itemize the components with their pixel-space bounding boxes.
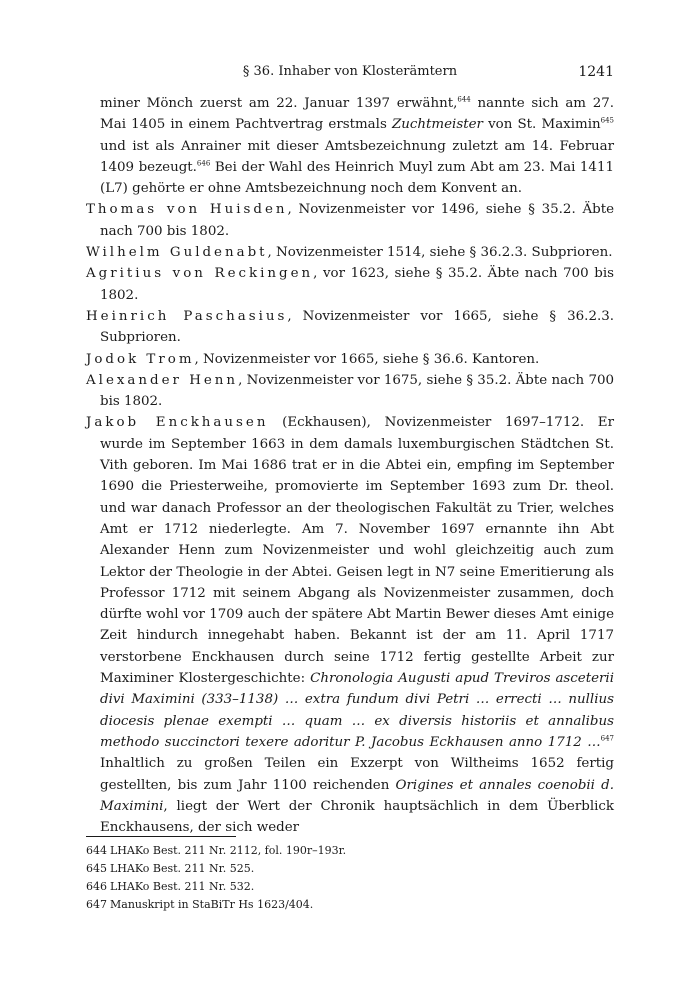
person-name: Heinrich Paschasius (86, 308, 288, 324)
entry-continuation: miner Mönch zuerst am 22. Januar 1397 erwähnt,$^{644}$ nannte sich am 27. Mai 1405 in einem Pachtvertrag erstmals Zuchtmeister von St. Maximin$^{645}$ und ist als Anrainer mit dieser Amtsbezeichnung zuletzt am 14. Februar 1409 bezeugt.$^{646}$ Bei der Wahl des Heinrich Muyl zum Abt am 23. Mai 1411 (L7) gehörte er ohne Amtsbezeichnung noch dem Konvent an. (100, 95, 614, 197)
footnote-646: 646 LHAKo Best. 211 Nr. 532. (86, 880, 255, 893)
footnote-ref-647[interactable]: 647 (600, 734, 614, 743)
running-header (86, 62, 614, 82)
person-name: Thomas von Huisden (86, 202, 288, 218)
page-number: 1241 (578, 64, 614, 80)
main-text (86, 93, 614, 838)
footnotes (86, 842, 614, 914)
entry-jodok-trom: Jodok Trom, Novizenmeister vor 1665, siehe § 36.6. Kantoren. (86, 351, 540, 367)
entry-heinrich-paschasius: Heinrich Paschasius, Novizenmeister vor 1665, siehe § 36.2.3. Subprioren. (86, 308, 614, 346)
person-name: Wilhelm Guldenabt (86, 245, 268, 261)
entry-alexander-henn: Alexander Henn, Novizenmeister vor 1675, siehe § 35.2. Äbte nach 700 bis 1802. (86, 372, 615, 410)
footnote-644: 644 LHAKo Best. 211 Nr. 2112, fol. 190r–193r. (86, 844, 347, 857)
entry-agritius-von-reckingen: Agritius von Reckingen, vor 1623, siehe § 35.2. Äbte nach 700 bis 1802. (86, 266, 614, 303)
running-title: § 36. Inhaber von Klosterämtern (242, 64, 458, 79)
footnote-645: 645 LHAKo Best. 211 Nr. 525. (86, 862, 255, 875)
footnote-divider (86, 836, 236, 837)
footnote-ref-644[interactable]: 644 (457, 95, 471, 104)
person-name: Agritius von Reckingen (86, 266, 314, 282)
footnote-ref-646[interactable]: 646 (196, 159, 211, 168)
person-name: Jakob Enckhausen (86, 415, 269, 431)
person-name: Alexander Henn (86, 372, 239, 388)
footnote-647: 647 Manuskript in StaBiTr Hs 1623/404. (86, 898, 314, 911)
person-name: Jodok Trom (86, 351, 195, 367)
footnote-ref-645[interactable]: 645 (600, 116, 614, 125)
entry-thomas-von-huisden: Thomas von Huisden, Novizenmeister vor 1496, siehe § 35.2. Äbte nach 700 bis 1802. (86, 202, 614, 239)
entry-jakob-enckhausen: Jakob Enckhausen (Eckhausen), Novizenmeister 1697–1712. Er wurde im September 1663 in dem damals luxemburgischen Städtchen St. Vith geboren. Im Mai 1686 trat er in die Abtei ein, empfing im September 1690 die Priesterweihe, promovierte im September 1693 zum Dr. theol. und war danach Professor an der theologischen Fakultät zu Trier, welches Amt er 1712 niederlegte. Am 7. November 1697 ernannte ihn Abt Alexander Henn zum Novizenmeister und wohl gleichzeitig auch zum Lektor der Theologie in der Abtei. Geisen legt in N7 seine Emeritierung als Professor 1712 mit seinem Abgang als Novizenmeister zusammen, doch dürfte wohl vor 1709 auch der spätere Abt Martin Bewer dieses Amt einige Zeit hindurch innegehabt haben. Bekannt ist der am 11. April 1717 verstorbene Enckhausen durch seine 1712 fertig gestellte Arbeit zur Maximiner Klostergeschichte: Chronologia Augusti apud Treviros asceterii divi Maximini (333–1138) … extra fundum divi Petri … errecti … nullius diocesis plenae exempti … quam … ex diversis historiis et annalibus methodo succinctori texere adoritur P. Jacobus Eckhausen anno 1712 …$^{647}$ Inhaltlich zu großen Teilen ein Exzerpt von Wiltheims 1652 fertig gestellten, bis zum Jahr 1100 reichenden Origines et annales coenobii d. Maximini, liegt der Wert der Chronik hauptsächlich in dem Überblick Enckhausens, der sich weder (86, 415, 614, 836)
entry-wilhelm-guldenabt: Wilhelm Guldenabt, Novizenmeister 1514, siehe § 36.2.3. Subprioren. (86, 245, 613, 261)
